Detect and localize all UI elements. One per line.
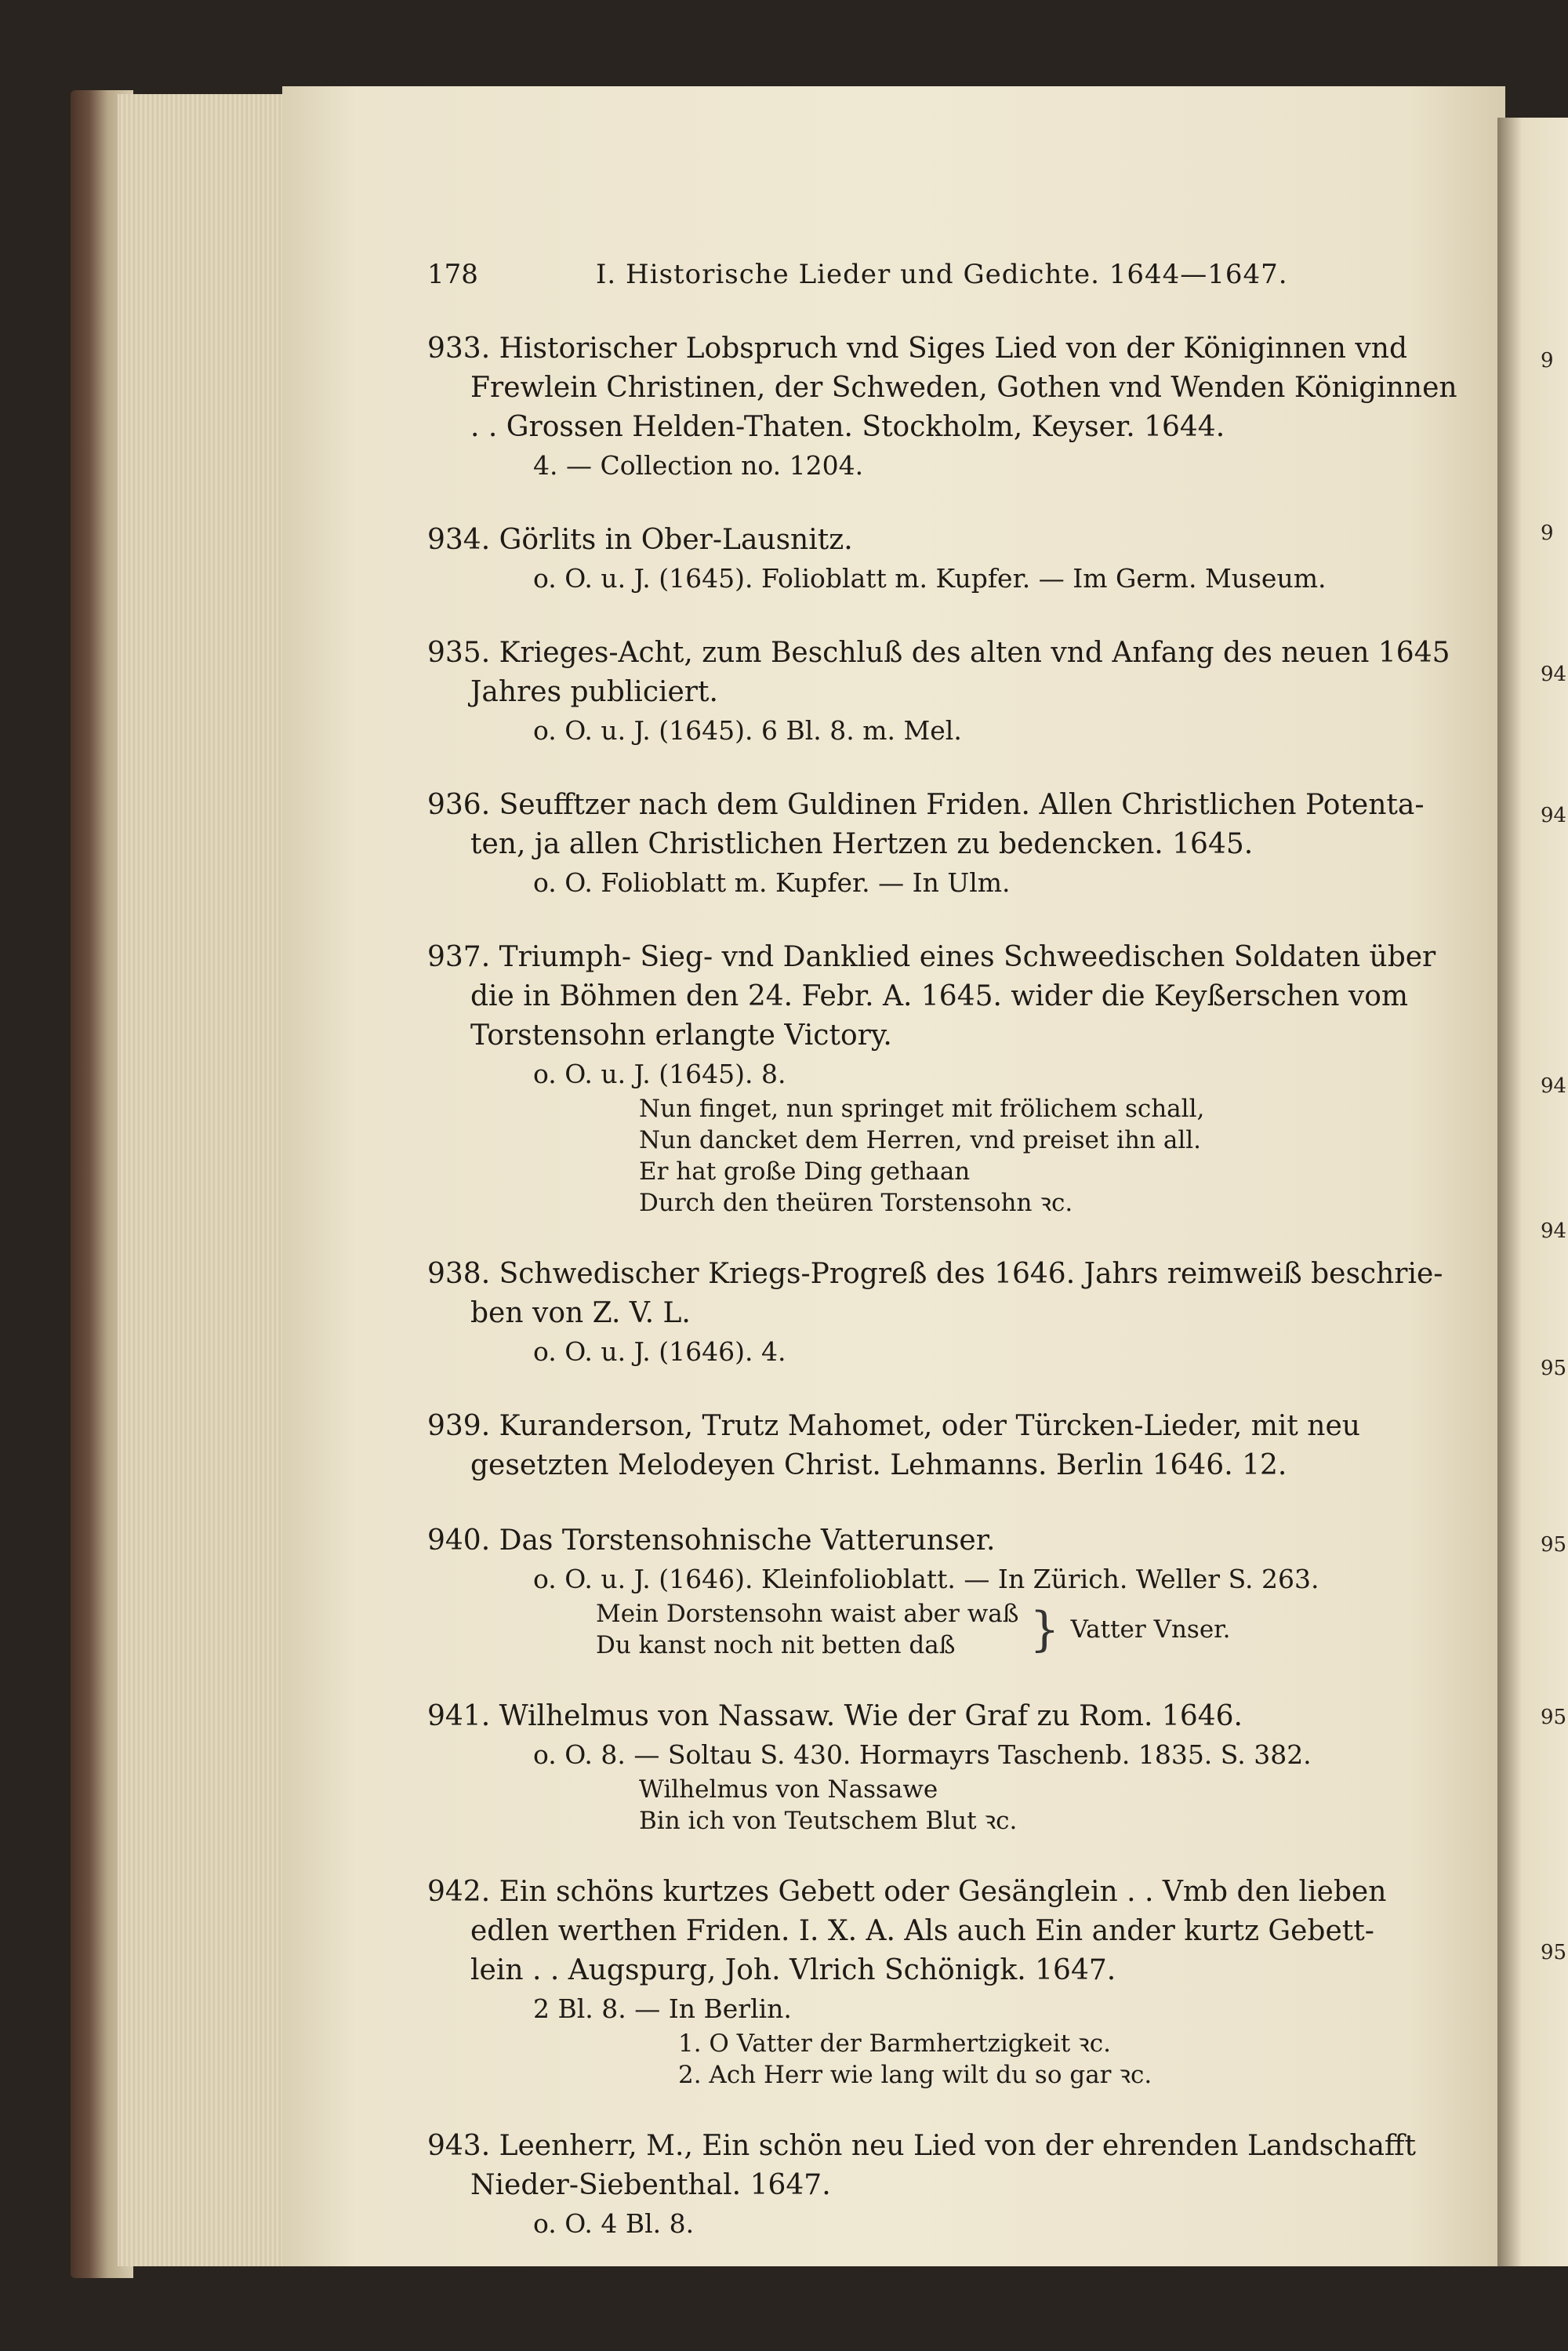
entry-title-line: Jahres publiciert. (470, 676, 718, 708)
facing-page-number: 94 (1541, 804, 1567, 827)
entry-title: 939. Kuranderson, Trutz Mahomet, oder Türcken-Lieder, mit neu (427, 1410, 1360, 1442)
entry-imprint: o. O. u. J. (1645). Folioblatt m. Kupfer. — Im Germ. Museum. (533, 563, 1327, 594)
facing-page-number: 94 (1541, 1219, 1567, 1243)
verse-line: Er hat große Ding gethaan (639, 1157, 971, 1186)
entry-936 (427, 786, 1474, 902)
entry-title: 941. Wilhelmus von Nassaw. Wie der Graf zu Rom. 1646. (427, 1700, 1243, 1732)
entry-imprint: o. O. 4 Bl. 8. (533, 2208, 695, 2239)
entry-933 (427, 329, 1474, 485)
entry-imprint: 2 Bl. 8. — In Berlin. (533, 1993, 792, 2024)
running-title: I. Historische Lieder und Gedichte. 1644—1647. (596, 259, 1288, 290)
entry-937 (427, 938, 1474, 1219)
entry-title: 938. Schwedischer Kriegs-Progreß des 1646. Jahrs reimweiß beschrie- (427, 1258, 1443, 1290)
entry-934 (427, 521, 1474, 598)
numbered-incipit: 2. Ach Herr wie lang wilt du so gar ꝛc. (678, 2061, 1152, 2089)
verse-line: Mein Dorstensohn waist aber waß (596, 1600, 1019, 1628)
entry-940 (427, 1521, 1474, 1661)
entry-title-line: . . Grossen Helden-Thaten. Stockholm, Keyser. 1644. (470, 411, 1225, 443)
verse-line: Durch den theüren Torstensohn ꝛc. (639, 1189, 1073, 1217)
verse-refrain: Vatter Vnser. (1070, 1615, 1231, 1644)
facing-page-number: 9 (1541, 521, 1554, 545)
entry-title-line: lein . . Augspurg, Joh. Vlrich Schönigk. 1647. (470, 1954, 1116, 1986)
facing-page-number: 94 (1541, 1074, 1567, 1098)
entry-title-line: die in Böhmen den 24. Febr. A. 1645. wider die Keyßerschen vom (470, 980, 1409, 1012)
verse-line: Nun dancket dem Herren, vnd preiset ihn all. (639, 1126, 1202, 1154)
verse-line: Nun finget, nun springet mit frölichem schall, (639, 1095, 1205, 1123)
entry-imprint: o. O. u. J. (1645). 8. (533, 1059, 786, 1089)
entry-941 (427, 1697, 1474, 1837)
brace: } (1029, 1602, 1060, 1657)
entry-imprint: o. O. 8. — Soltau S. 430. Hormayrs Taschenb. 1835. S. 382. (533, 1739, 1312, 1770)
entry-title-line: Nieder-Siebenthal. 1647. (470, 2169, 831, 2201)
entry-title-line: edlen werthen Friden. I. X. A. Als auch Ein ander kurtz Gebett- (470, 1915, 1374, 1947)
entry-943 (427, 2127, 1474, 2243)
facing-page-number: 95 (1541, 1357, 1567, 1380)
entry-title: 942. Ein schöns kurtzes Gebett oder Gesänglein . . Vmb den lieben (427, 1876, 1387, 1908)
facing-page-number: 9 (1541, 349, 1554, 372)
entry-imprint: o. O. Folioblatt m. Kupfer. — In Ulm. (533, 867, 1011, 898)
verse-line: Bin ich von Teutschem Blut ꝛc. (639, 1807, 1018, 1835)
numbered-incipit: 1. O Vatter der Barmhertzigkeit ꝛc. (678, 2029, 1111, 2058)
verse-lines (596, 1598, 1018, 1661)
facing-page-number: 95 (1541, 1706, 1567, 1729)
entry-title-line: Frewlein Christinen, der Schweden, Gothen vnd Wenden Königinnen (470, 372, 1457, 404)
entry-title-line: Torstensohn erlangte Victory. (470, 1019, 892, 1052)
facing-page-number: 94 (1541, 663, 1567, 686)
entry-imprint: 4. — Collection no. 1204. (533, 450, 864, 481)
entry-imprint: o. O. u. J. (1646). Kleinfolioblatt. — In Zürich. Weller S. 263. (533, 1564, 1319, 1594)
entry-title-line: gesetzten Melodeyen Christ. Lehmanns. Berlin 1646. 12. (470, 1449, 1287, 1481)
entry-title-line: ten, ja allen Christlichen Hertzen zu bedencken. 1645. (470, 828, 1254, 860)
entry-title: 934. Görlits in Ober-Lausnitz. (427, 524, 853, 556)
verse-incipit (427, 1598, 1474, 1661)
entry-title-line: ben von Z. V. L. (470, 1297, 691, 1329)
entry-935 (427, 634, 1474, 750)
entry-title: 933. Historischer Lobspruch vnd Siges Lied von der Königinnen vnd (427, 332, 1407, 365)
verse-line: Wilhelmus von Nassawe (639, 1775, 938, 1804)
entry-939 (427, 1407, 1474, 1485)
bibliography-entries (427, 329, 1474, 2279)
entry-title: 943. Leenherr, M., Ein schön neu Lied von der ehrenden Landschafft (427, 2130, 1416, 2162)
entry-title: 940. Das Torstensohnische Vatterunser. (427, 1524, 996, 1557)
facing-page-number: 95 (1541, 1941, 1567, 1964)
page-number: 178 (427, 259, 478, 290)
entry-imprint: o. O. u. J. (1646). 4. (533, 1336, 786, 1367)
entry-imprint: o. O. u. J. (1645). 6 Bl. 8. m. Mel. (533, 715, 962, 746)
entry-938 (427, 1255, 1474, 1371)
entry-942 (427, 1873, 1474, 2091)
entry-title: 937. Triumph- Sieg- vnd Danklied eines Schweedischen Soldaten über (427, 941, 1436, 973)
entry-title: 936. Seufftzer nach dem Guldinen Friden. Allen Christlichen Potenta- (427, 789, 1425, 821)
facing-page-number: 95 (1541, 1533, 1567, 1557)
verse-line: Du kanst noch nit betten daß (596, 1631, 956, 1659)
page-stack (118, 94, 298, 2266)
entry-title: 935. Krieges-Acht, zum Beschluß des alten vnd Anfang des neuen 1645 (427, 637, 1450, 669)
